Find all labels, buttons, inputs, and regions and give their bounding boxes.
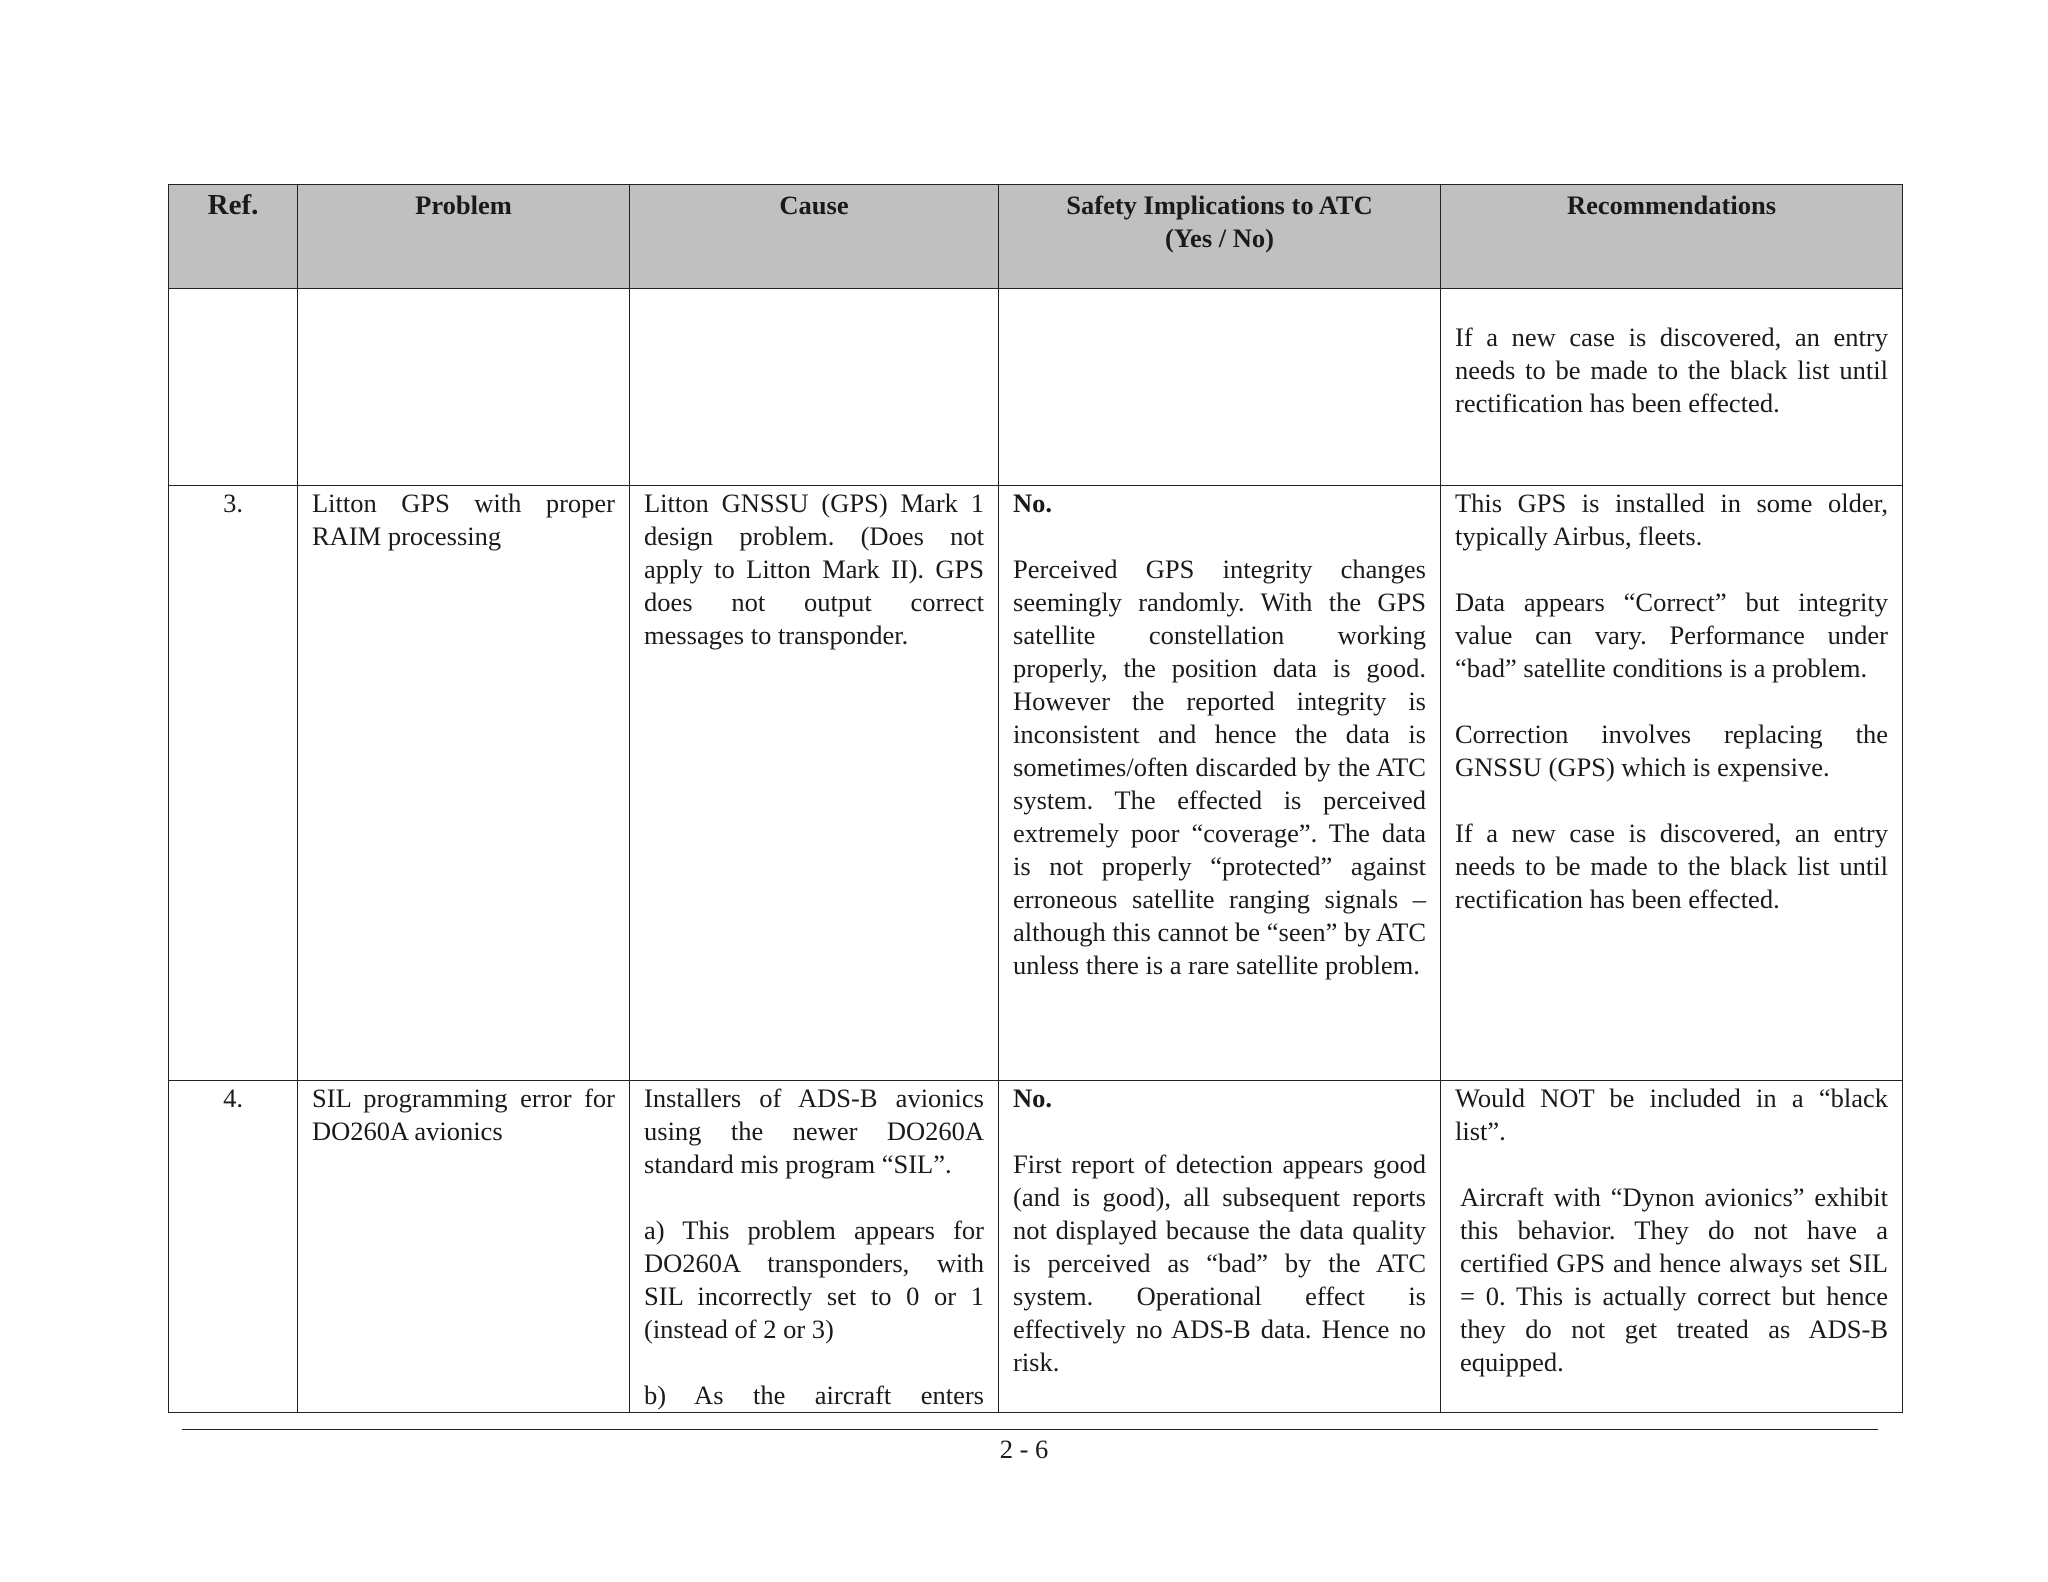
table-row-continued (169, 289, 1903, 486)
header-row (169, 185, 1903, 289)
table-row-4 (169, 1081, 1903, 1413)
recommendation-para-3: Correction involves replacing the GNSSU (GPS) which is expensive. (1455, 719, 1888, 782)
header-ref: Ref. (169, 185, 298, 289)
cell-problem: SIL programming error for DO260A avionics (298, 1081, 630, 1413)
cause-para-2: a) This problem appears for DO260A transponders, with SIL incorrectly set to 0 or 1 (instead of 2 or 3) (644, 1215, 984, 1344)
header-safety (999, 185, 1441, 289)
recommendation-para-2: Data appears “Correct” but integrity value can vary. Performance under “bad” satellite conditions is a problem. (1455, 587, 1888, 683)
cell-ref: 4. (169, 1081, 298, 1413)
cell-recommendation (1441, 486, 1903, 1081)
cell-cause (630, 289, 999, 486)
cell-problem: Litton GPS with proper RAIM processing (298, 486, 630, 1081)
cell-ref: 3. (169, 486, 298, 1081)
header-safety-line2: (Yes / No) (1165, 223, 1274, 253)
recommendation-para-4: If a new case is discovered, an entry needs to be made to the black list until rectification has been effected. (1455, 818, 1888, 914)
footer-divider (182, 1429, 1878, 1430)
cell-safety (999, 1081, 1441, 1413)
cell-safety (999, 486, 1441, 1081)
page-number: 2 - 6 (999, 1434, 1049, 1464)
safety-verdict: No. (1013, 1083, 1053, 1113)
cause-para-3: b) As the aircraft enters (644, 1380, 984, 1410)
problems-table (168, 184, 1903, 1413)
recommendation-para-2: Aircraft with “Dynon avionics” exhibit this behavior. They do not have a certified GPS and hence always set SIL = 0. This is actually correct but hence they do not get treated as ADS-B equipped. (1460, 1182, 1888, 1377)
header-safety-line1: Safety Implications to ATC (1066, 190, 1373, 220)
cell-problem (298, 289, 630, 486)
safety-verdict: No. (1013, 488, 1053, 518)
recommendation-para-1: This GPS is installed in some older, typically Airbus, fleets. (1455, 488, 1888, 551)
cell-cause (630, 1081, 999, 1413)
safety-text: Perceived GPS integrity changes seemingly randomly. With the GPS satellite constellation working properly, the position data is good. However the reported integrity is inconsistent and hence the data is sometimes/often discarded by the ATC system. The effected is perceived extremely poor “coverage”. The data is not properly “protected” against erroneous satellite ranging signals – although this cannot be “seen” by ATC unless there is a rare satellite problem. (1013, 554, 1426, 980)
header-problem: Problem (298, 185, 630, 289)
recommendation-para-1: Would NOT be included in a “black list”. (1455, 1083, 1888, 1146)
cause-para-1: Installers of ADS-B avionics using the newer DO260A standard mis program “SIL”. (644, 1083, 984, 1179)
cell-recommendation (1441, 1081, 1903, 1413)
safety-text: First report of detection appears good (and is good), all subsequent reports not displayed because the data quality is perceived as “bad” by the ATC system. Operational effect is effectively no ADS-B data. Hence no risk. (1013, 1149, 1426, 1377)
cell-recommendation (1441, 289, 1903, 486)
table-row-3 (169, 486, 1903, 1081)
recommendation-text: If a new case is discovered, an entry needs to be made to the black list until rectification has been effected. (1455, 322, 1888, 418)
header-cause: Cause (630, 185, 999, 289)
header-recommendations: Recommendations (1441, 185, 1903, 289)
cell-ref (169, 289, 298, 486)
cell-safety (999, 289, 1441, 486)
cell-cause: Litton GNSSU (GPS) Mark 1 design problem. (Does not apply to Litton Mark II). GPS does not output correct messages to transponder. (630, 486, 999, 1081)
